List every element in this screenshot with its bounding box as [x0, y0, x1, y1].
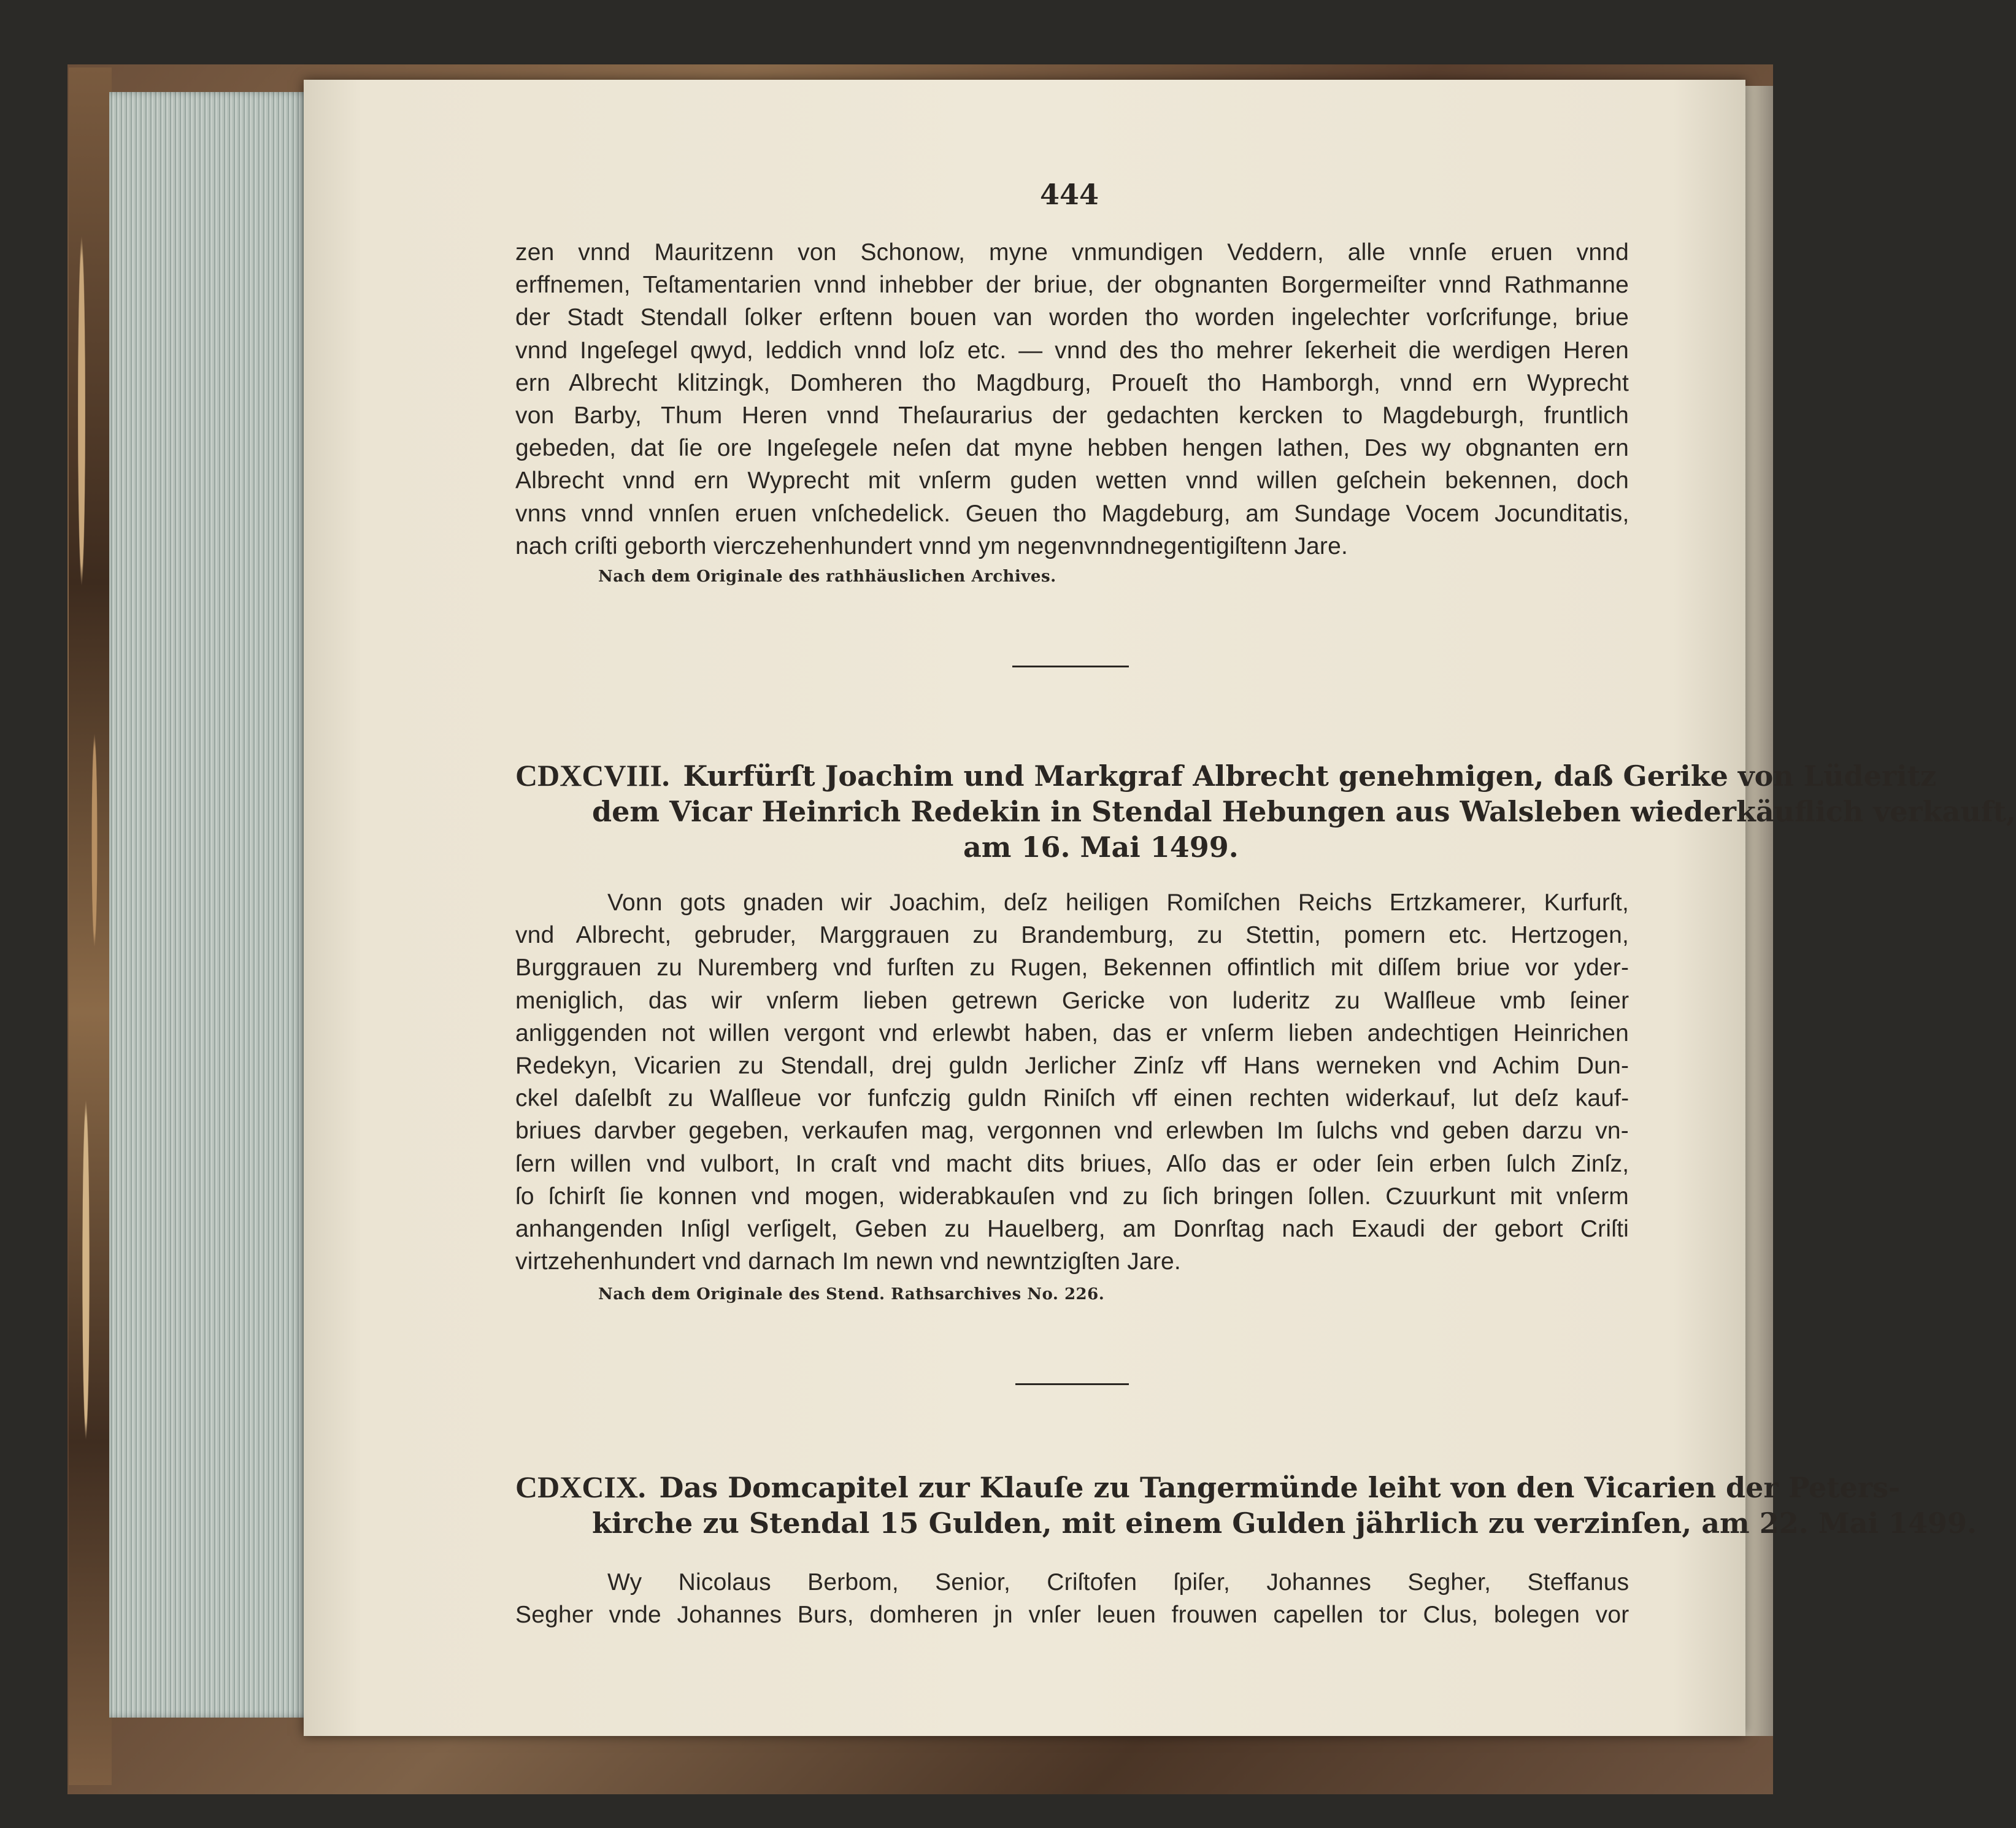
page-number: 444 [1040, 178, 1099, 211]
text-line: ſern willen vnd vulbort, In craſt vnd macht dits briues, Alſo das er oder ſein erben ſulch Zinſz, [515, 1150, 1629, 1177]
document-number: CDXCVIII. [515, 758, 670, 793]
text-line: ſo ſchirſt ſie konnen vnd mogen, widerabkauſen vnd zu ſich bringen ſollen. Czuurkunt mit vnſerm [515, 1183, 1629, 1210]
heading-line: kirche zu Stendal 15 Gulden, mit einem Gulden jährlich zu verzinſen, am 22. Mai 1499. [592, 1507, 1977, 1540]
text-line: von Barby, Thum Heren vnnd Theſaurarius der gedachten kercken to Magdeburgh, fruntlich [515, 402, 1629, 429]
section-divider [1012, 666, 1129, 667]
text-line: meniglich, das wir vnſerm lieben getrewn Gericke von luderitz zu Walſleue vmb ſeiner [515, 987, 1629, 1014]
text-line: der Stadt Stendall ſolker erſtenn bouen van worden tho worden ingelechter vorſcrifunge, briue [515, 304, 1629, 331]
text-line: Segher vnde Johannes Burs, domheren jn vnſer leuen frouwen capellen tor Clus, bolegen vor [515, 1602, 1629, 1629]
text-line: vnns vnnd vnnſen eruen vnſchedelick. Geuen tho Magdeburg, am Sundage Vocem Jocunditatis, [515, 500, 1629, 527]
page-block-edges [109, 92, 312, 1718]
text-line: nach criſti geborth vierczehenhundert vnnd ym negenvnndnegentigiſtenn Jare. [515, 532, 1348, 559]
text-line: Albrecht vnnd ern Wyprecht mit vnſerm guden wetten vnnd willen geſchein bekennen, doch [515, 467, 1629, 494]
text-line: Vonn gots gnaden wir Joachim, deſz heiligen Romiſchen Reichs Ertzkamerer, Kurfurſt, [607, 889, 1629, 916]
text-line: briues darvber gegeben, verkaufen mag, vergonnen vnd erlewben Im ſulchs vnd geben darzu vn- [515, 1118, 1629, 1145]
section-divider [1015, 1383, 1129, 1385]
section-heading [515, 758, 2016, 865]
text-line: zen vnnd Mauritzenn von Schonow, myne vnmundigen Veddern, alle vnnſe eruen vnnd [515, 239, 1629, 266]
text-line: ckel daſelbſt zu Walſleue vor funfczig guldn Riniſch vff einen rechten widerkauf, lut deſz kauf- [515, 1085, 1629, 1112]
heading-line: Kurfürſt Joachim und Markgraf Albrecht genehmigen, daß Gerike von Lüderitz [683, 759, 1937, 793]
text-line: vnd Albrecht, gebruder, Marggrauen zu Brandemburg, zu Stettin, pomern etc. Hertzogen, [515, 922, 1629, 949]
document-text [515, 1566, 1629, 1631]
document-number: CDXCIX. [515, 1470, 646, 1504]
text-line: Burggrauen zu Nuremberg vnd furſten zu Rugen, Bekennen offintlich mit diſſem briue vor yder- [515, 954, 1629, 981]
text-line: erffnemen, Teſtamentarien vnnd inhebber der briue, der obgnanten Borgermeiſter vnnd Rathmanne [515, 272, 1629, 299]
text-line: vnnd Ingeſegel qwyd, leddich vnnd loſz etc. — vnnd des tho mehrer ſekerheit die werdigen Heren [515, 337, 1629, 364]
heading-line: am 16. Mai 1499. [963, 831, 1239, 864]
continued-paragraph [515, 236, 1629, 563]
text-line: anliggenden not willen vergont vnd erlewbt haben, das er vnſerm lieben andechtigen Heinrichen [515, 1020, 1629, 1046]
document-text [515, 886, 1629, 1278]
text-line: anhangenden Inſigl verſigelt, Geben zu Hauelberg, am Donrſtag nach Exaudi der gebort Criſti [515, 1216, 1629, 1243]
text-line: Redekyn, Vicarien zu Stendall, drej guldn Jerlicher Zinſz vff Hans werneken vnd Achim Dun- [515, 1053, 1629, 1080]
heading-line: dem Vicar Heinrich Redekin in Stendal Hebungen aus Walsleben wiederkäuflich verkauft, [592, 795, 2016, 828]
text-line: gebeden, dat ſie ore Ingeſegele neſen dat myne hebben hengen lathen, Des wy obgnanten ern [515, 435, 1629, 462]
section-heading [515, 1469, 1977, 1541]
text-line: Wy Nicolaus Berbom, Senior, Criſtofen ſpiſer, Johannes Segher, Steffanus [607, 1569, 1629, 1596]
heading-line: Das Domcapitel zur Klauſe zu Tangermünde leiht von den Vicarien der Peters- [659, 1471, 1901, 1504]
source-note: Nach dem Originale des rathhäuslichen Archives. [598, 567, 1056, 586]
text-line: ern Albrecht klitzingk, Domheren tho Magdburg, Proueſt tho Hamborgh, vnnd ern Wyprecht [515, 369, 1629, 396]
marbled-edge [69, 67, 112, 1785]
source-note: Nach dem Originale des Stend. Rathsarchives No. 226. [598, 1285, 1105, 1304]
text-line: virtzehenhundert vnd darnach Im newn vnd newntzigſten Jare. [515, 1248, 1181, 1275]
